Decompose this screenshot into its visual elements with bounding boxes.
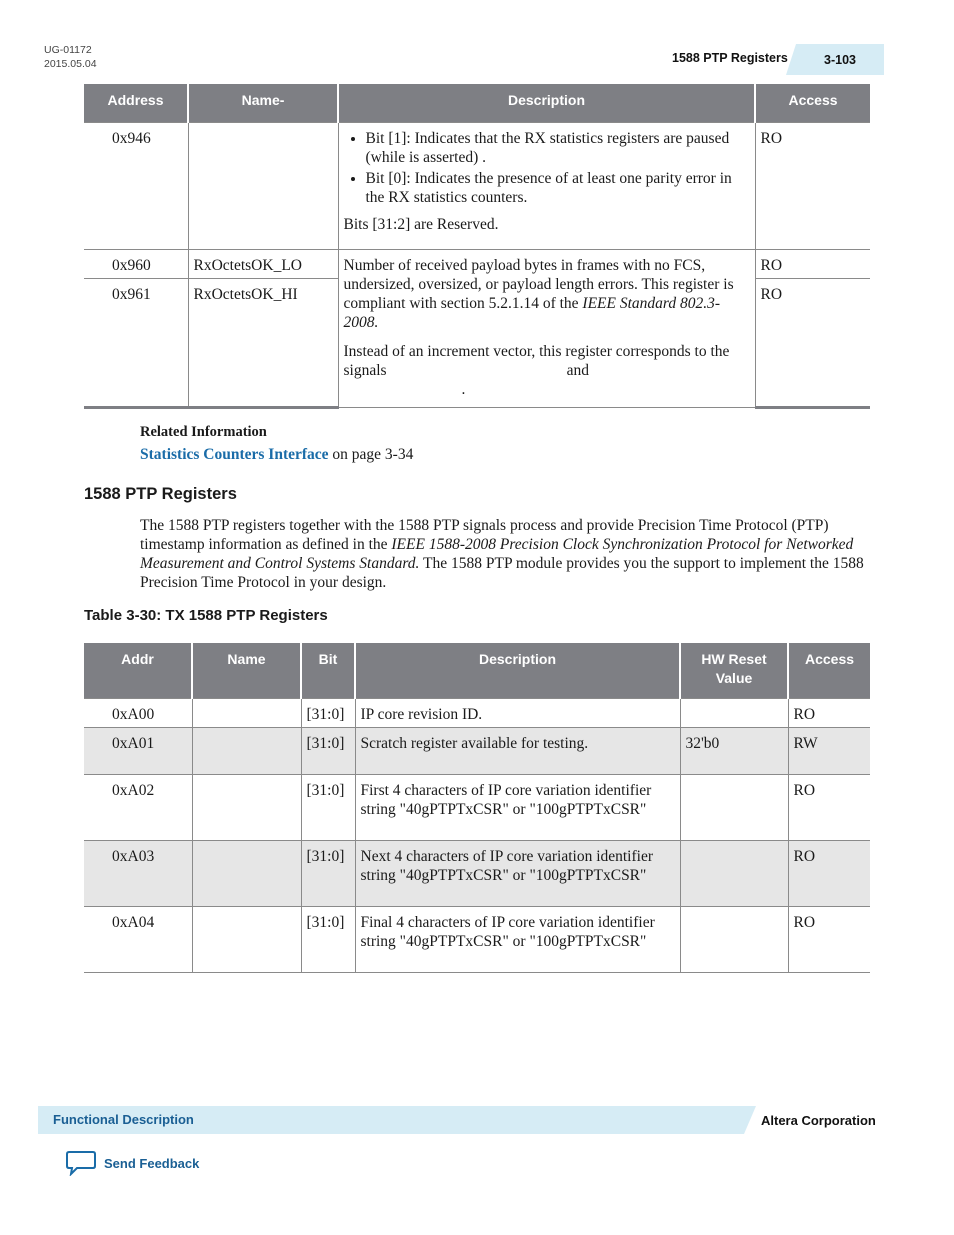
cell-addr: 0xA00: [84, 699, 192, 728]
cell-addr: 0xA01: [84, 728, 192, 775]
table-caption: Table 3-30: TX 1588 PTP Registers: [84, 607, 328, 624]
list-item: • Bit [0]: Indicates the presence of at least one parity error in the RX statistics counters.: [366, 169, 750, 207]
table-row: [84, 907, 870, 973]
cell-name: [192, 841, 301, 907]
cell-reset: [680, 841, 788, 907]
cell-description: Scratch register available for testing.: [355, 728, 680, 775]
cell-address: 0x946: [84, 123, 188, 250]
cell-bit: [31:0]: [301, 841, 355, 907]
table-row: [84, 123, 870, 250]
cell-description: [338, 123, 755, 250]
cell-name: [192, 907, 301, 973]
related-info-entry: Statistics Counters Interface on page 3-34: [140, 446, 414, 463]
cell-reset: [680, 775, 788, 841]
cell-reset: [680, 907, 788, 973]
doc-meta: [44, 43, 97, 71]
cell-name: [188, 123, 338, 250]
cell-description: Next 4 characters of IP core variation identifier string "40gPTPTxCSR" or "100gPTPTxCSR": [355, 841, 680, 907]
page-number: 3-103: [796, 44, 884, 75]
doc-id: UG-01172: [44, 44, 92, 56]
col-header-access: Access: [755, 84, 870, 123]
table-row: [84, 250, 870, 279]
cell-access: RO: [755, 250, 870, 279]
standard-title: IEEE 1588-2008 Precision Clock Synchronization Protocol for Networked Measurement and Control Systems Standard.: [140, 536, 854, 572]
cell-description: First 4 characters of IP core variation identifier string "40gPTPTxCSR" or "100gPTPTxCSR": [355, 775, 680, 841]
running-section-title: 1588 PTP Registers: [672, 51, 788, 65]
standard-reference: IEEE Standard 802.3-2008.: [343, 295, 721, 331]
table-row: [84, 728, 870, 775]
col-header-addr: Addr: [84, 643, 192, 699]
cell-reset: 32'b0: [680, 728, 788, 775]
cell-name: [192, 699, 301, 728]
section-heading: 1588 PTP Registers: [84, 485, 237, 503]
section-paragraph: The 1588 PTP registers together with the 1588 PTP signals process and provide Precision Time Protocol (PTP) timestamp information as defined in the IEEE 1588-2008 Precision Clock Synchronization Protocol for Networked Measurement and Control Systems Standard. The 1588 PTP module provides you the support to implement the 1588 Precision Time Protocol in your design.: [140, 517, 864, 591]
rx-statistics-register-table: [84, 84, 870, 409]
cell-address: 0x961: [84, 279, 188, 408]
cell-name: [192, 728, 301, 775]
footer-chapter-title: Functional Description: [53, 1112, 194, 1127]
cell-addr: 0xA02: [84, 775, 192, 841]
bullet-list: [344, 129, 750, 207]
cell-name: RxOctetsOK_HI: [188, 279, 338, 408]
table-row: [84, 775, 870, 841]
col-header-hw-reset: HW Reset Value: [680, 643, 788, 699]
cell-access: RO: [788, 699, 870, 728]
cell-bit: [31:0]: [301, 775, 355, 841]
cell-access: RO: [755, 279, 870, 408]
statistics-counters-link[interactable]: Statistics Counters Interface: [140, 446, 329, 463]
col-header-description: Description: [338, 84, 755, 123]
cell-access: RO: [755, 123, 870, 250]
cell-bit: [31:0]: [301, 907, 355, 973]
speech-bubble-icon: [66, 1150, 96, 1176]
cell-access: RW: [788, 728, 870, 775]
col-header-bit: Bit: [301, 643, 355, 699]
tx-ptp-register-table: [84, 643, 870, 973]
cell-address: 0x960: [84, 250, 188, 279]
reserved-note: Bits [31:2] are Reserved.: [343, 216, 499, 233]
cell-reset: [680, 699, 788, 728]
cell-addr: 0xA04: [84, 907, 192, 973]
cell-name: [192, 775, 301, 841]
cell-description: [338, 250, 755, 408]
cell-addr: 0xA03: [84, 841, 192, 907]
cell-access: RO: [788, 841, 870, 907]
table-header-row: [84, 643, 870, 699]
send-feedback-label[interactable]: Send Feedback: [104, 1155, 200, 1171]
col-header-address: Address: [84, 84, 188, 123]
octets-description: Number of received payload bytes in frames with no FCS, undersized, oversized, or payload length errors. This register is compliant with section 5.2.1.14 of the IEEE Standard 802.3-2008.: [343, 257, 734, 331]
send-feedback-link[interactable]: [66, 1150, 199, 1176]
signals-note: Instead of an increment vector, this register corresponds to the signals and .: [343, 343, 730, 398]
col-header-name: Name: [192, 643, 301, 699]
cell-bit: [31:0]: [301, 699, 355, 728]
table-header-row: [84, 84, 870, 123]
col-header-description: Description: [355, 643, 680, 699]
doc-date: 2015.05.04: [44, 58, 97, 70]
cell-name: RxOctetsOK_LO: [188, 250, 338, 279]
footer-company: Altera Corporation: [761, 1113, 876, 1128]
table-row: [84, 841, 870, 907]
table-row: [84, 699, 870, 728]
cell-access: RO: [788, 775, 870, 841]
cell-bit: [31:0]: [301, 728, 355, 775]
cell-access: RO: [788, 907, 870, 973]
col-header-name: Name-: [188, 84, 338, 123]
cell-description: IP core revision ID.: [355, 699, 680, 728]
list-item: • Bit [1]: Indicates that the RX statistics registers are paused (while is asserted) .: [366, 129, 750, 167]
col-header-access: Access: [788, 643, 870, 699]
related-info-heading: Related Information: [140, 424, 267, 440]
cell-description: Final 4 characters of IP core variation identifier string "40gPTPTxCSR" or "100gPTPTxCSR": [355, 907, 680, 973]
